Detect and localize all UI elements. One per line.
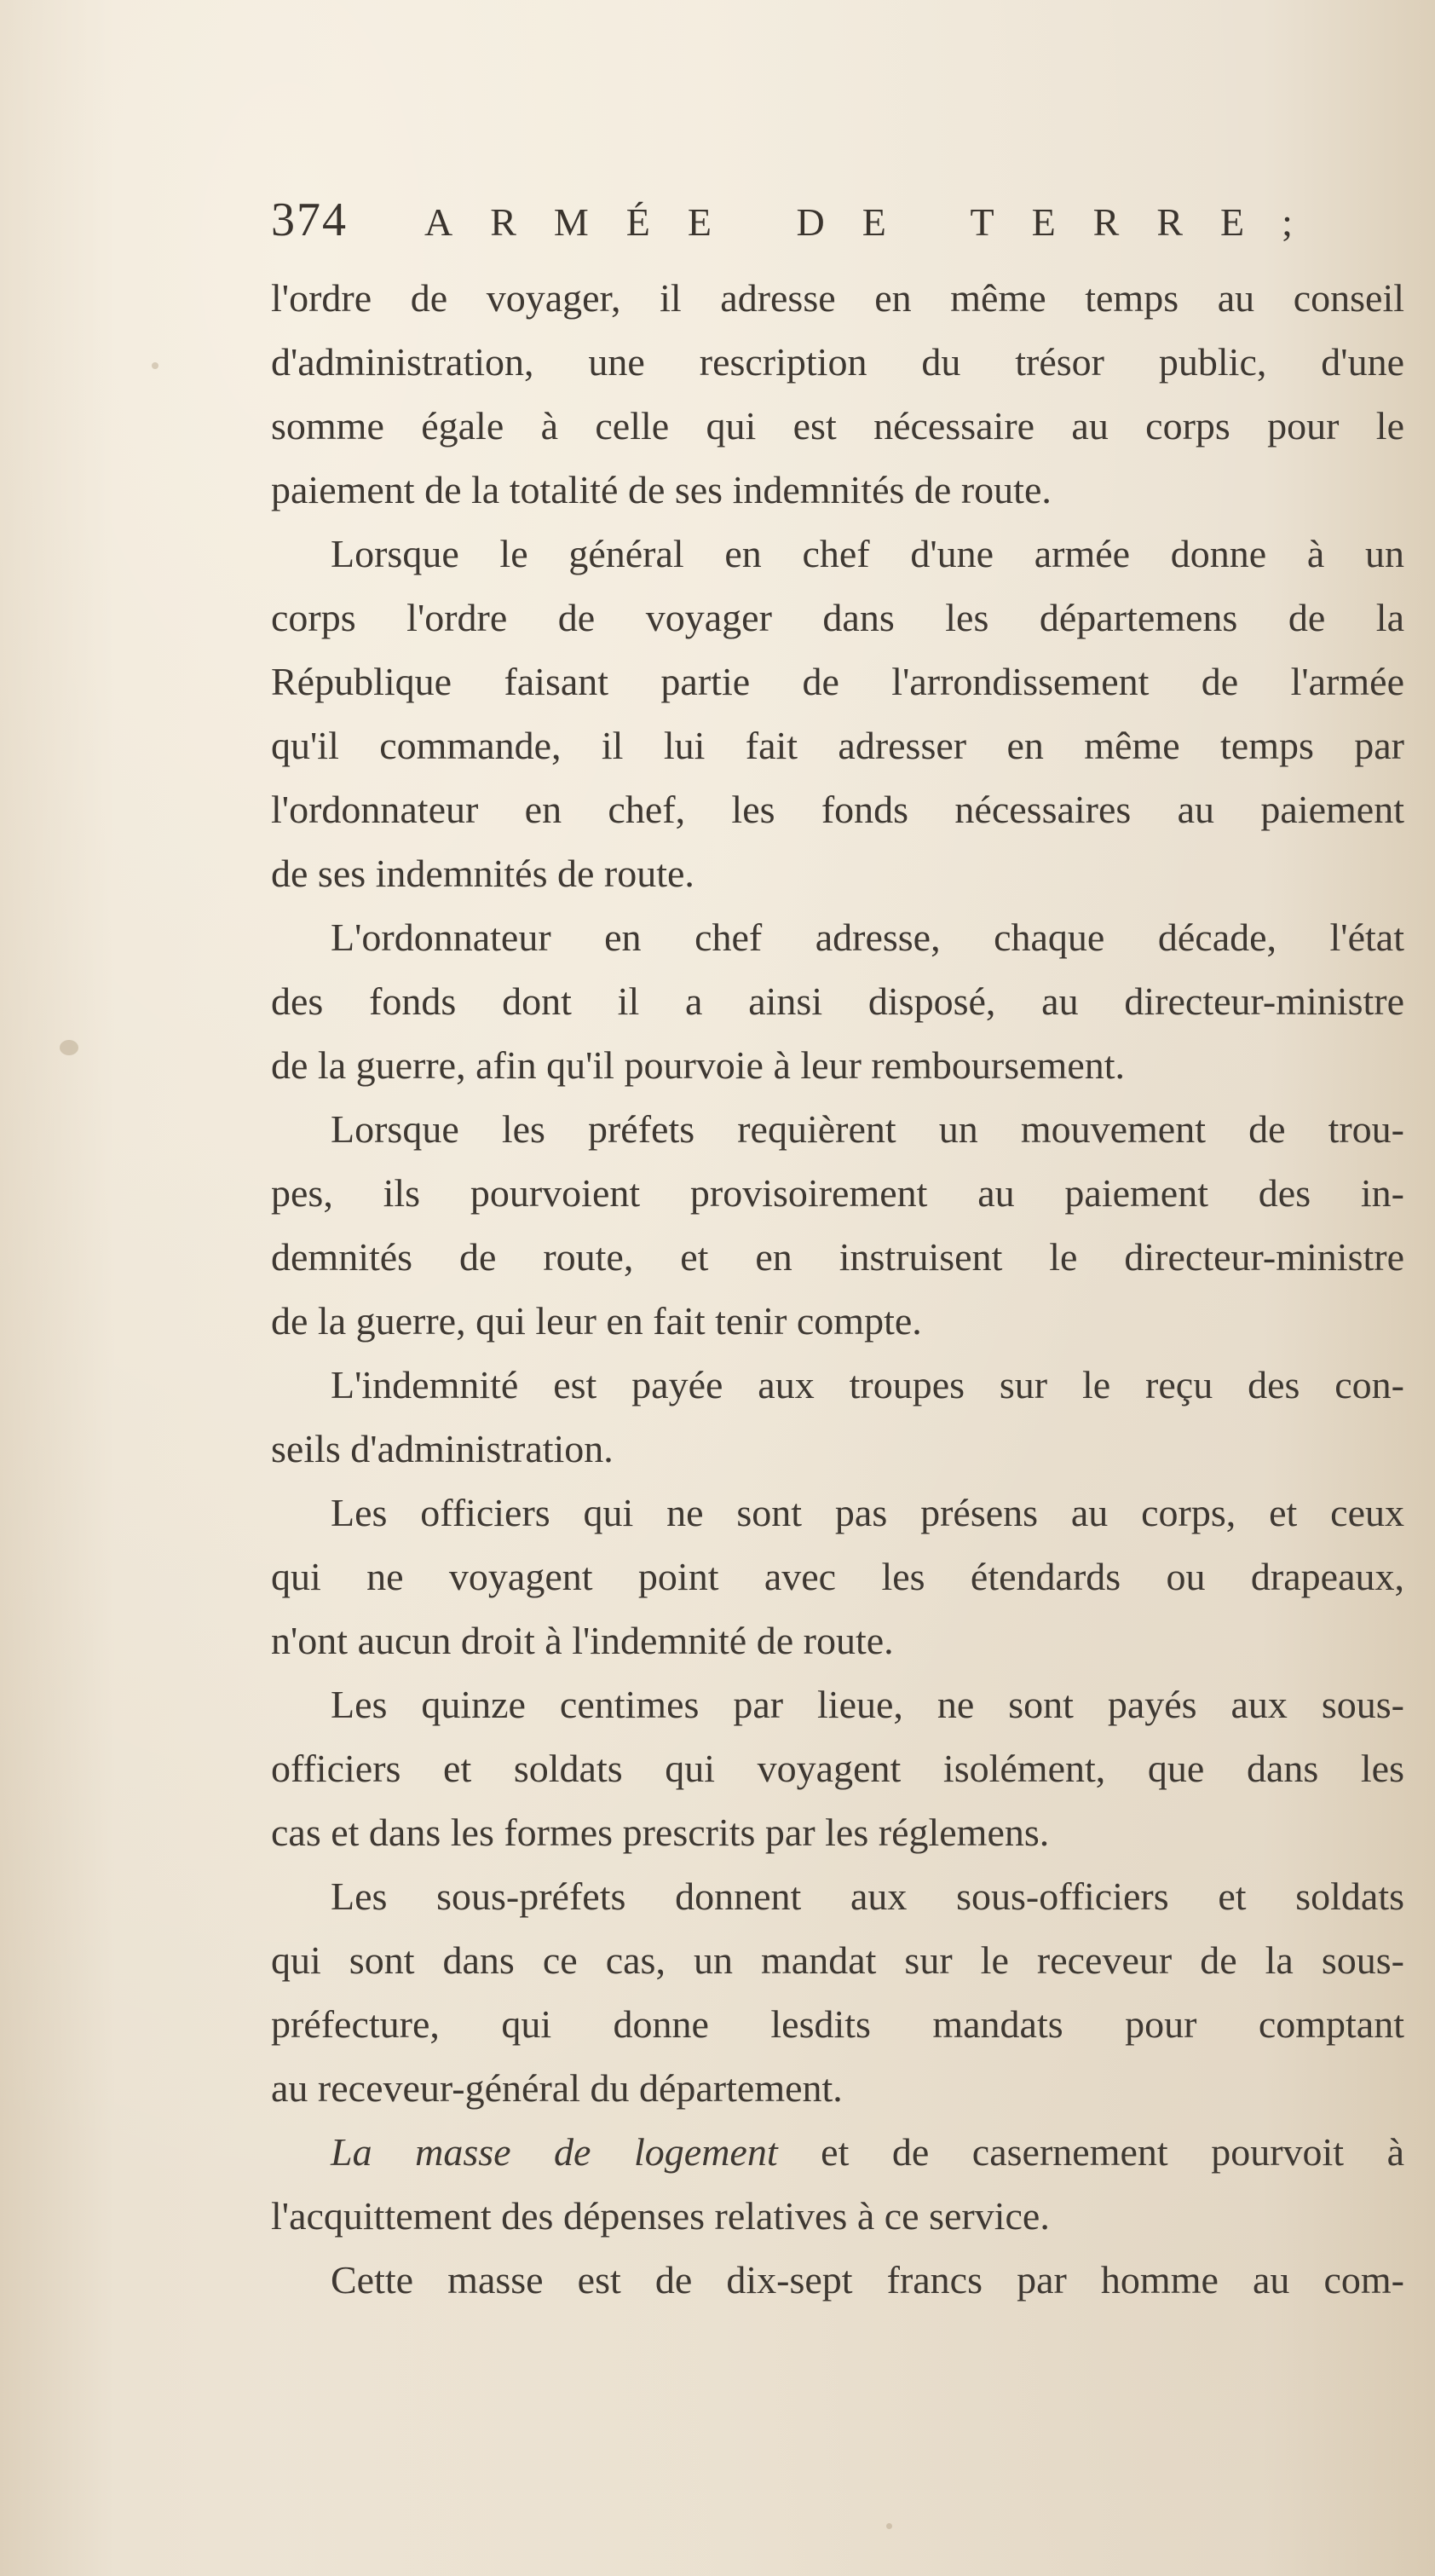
text-line: Les officiers qui ne sont pas présens au corps, et ceux: [331, 1491, 1404, 1534]
text-line: Lorsque les préfets requièrent un mouvement de trou-: [331, 1107, 1404, 1151]
text-line: l'acquittement des dépenses relatives à ce service.: [271, 2194, 1050, 2238]
foxing-spot: [152, 362, 158, 369]
text-line: somme égale à celle qui est nécessaire au corps pour le: [271, 404, 1404, 448]
running-title: ARMÉE DE TERRE;: [424, 200, 1330, 244]
text-line: de la guerre, qui leur en fait tenir compte.: [271, 1299, 922, 1343]
text-line: Lorsque le général en chef d'une armée donne à un: [331, 532, 1404, 575]
text-line: demnités de route, et en instruisent le directeur-ministre: [271, 1235, 1404, 1279]
text-line: de la guerre, afin qu'il pourvoie à leur remboursement.: [271, 1043, 1126, 1087]
text-line: qu'il commande, il lui fait adresser en même temps par: [271, 724, 1404, 767]
text-line: cas et dans les formes prescrits par les réglemens.: [271, 1811, 1050, 1854]
text-line-remainder: et de casernement pourvoit à: [821, 2130, 1405, 2174]
text-line: Les quinze centimes par lieue, ne sont payés aux sous-: [331, 1683, 1404, 1726]
page-header: [271, 193, 1379, 269]
text-line: paiement de la totalité de ses indemnités de route.: [271, 468, 1052, 511]
body-text: [271, 266, 1404, 2312]
text-line: qui ne voyagent point avec les étendards ou drapeaux,: [271, 1555, 1404, 1598]
text-line: préfecture, qui donne lesdits mandats pour comptant: [271, 2002, 1404, 2046]
foxing-spot: [60, 1040, 78, 1055]
text-line: L'indemnité est payée aux troupes sur le reçu des con-: [331, 1363, 1404, 1406]
text-line: des fonds dont il a ainsi disposé, au directeur-ministre: [271, 979, 1404, 1023]
text-line: L'ordonnateur en chef adresse, chaque décade, l'état: [331, 915, 1404, 959]
text-line: au receveur-général du département.: [271, 2066, 843, 2110]
emphasized-term: La masse de logement: [331, 2130, 778, 2174]
text-line: seils d'administration.: [271, 1427, 614, 1470]
text-line: officiers et soldats qui voyagent isolément, que dans les: [271, 1747, 1404, 1790]
text-line: n'ont aucun droit à l'indemnité de route.: [271, 1619, 894, 1662]
text-line: Cette masse est de dix-sept francs par homme au com-: [331, 2258, 1404, 2302]
text-line: de ses indemnités de route.: [271, 852, 694, 895]
text-line: pes, ils pourvoient provisoirement au paiement des in-: [271, 1171, 1404, 1215]
page-number: 374: [271, 193, 348, 246]
text-line: l'ordre de voyager, il adresse en même temps au conseil: [271, 276, 1404, 320]
foxing-spot: [886, 2523, 892, 2529]
text-line: République faisant partie de l'arrondissement de l'armée: [271, 660, 1404, 703]
text-line: Les sous-préfets donnent aux sous-officiers et soldats: [331, 1874, 1404, 1918]
text-line: d'administration, une rescription du trésor public, d'une: [271, 340, 1404, 384]
text-line: corps l'ordre de voyager dans les départemens de la: [271, 596, 1404, 639]
text-line: qui sont dans ce cas, un mandat sur le receveur de la sous-: [271, 1938, 1404, 1982]
text-line: l'ordonnateur en chef, les fonds nécessaires au paiement: [271, 788, 1404, 831]
text-line-with-emphasis: [271, 2120, 1404, 2184]
